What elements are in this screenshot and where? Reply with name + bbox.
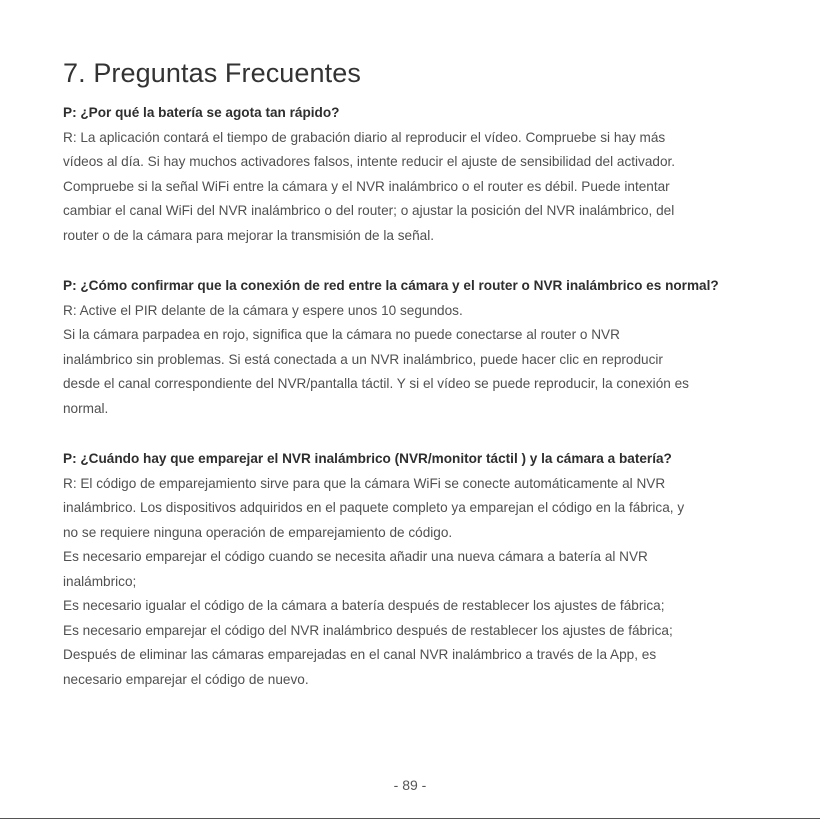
faq-item-battery-drain <box>63 101 768 248</box>
bottom-divider <box>0 818 820 819</box>
faq-answer-line: cambiar el canal WiFi del NVR inalámbrico o del router; o ajustar la posición del NVR inalámbrico, del <box>63 203 675 218</box>
faq-question: P: ¿Cuándo hay que emparejar el NVR inalámbrico (NVR/monitor táctil ) y la cámara a batería? <box>63 451 672 466</box>
faq-item-pairing <box>63 447 768 692</box>
faq-answer-line: Es necesario igualar el código de la cámara a batería después de restablecer los ajustes de fábrica; <box>63 598 665 613</box>
faq-answer-line: desde el canal correspondiente del NVR/pantalla táctil. Y si el vídeo se puede reproducir, la conexión es <box>63 376 689 391</box>
faq-answer-line: vídeos al día. Si hay muchos activadores falsos, intente reducir el ajuste de sensibilidad del activador. <box>63 154 676 169</box>
faq-answer-line: Después de eliminar las cámaras emparejadas en el canal NVR inalámbrico a través de la App, es <box>63 647 657 662</box>
section-title: 7. Preguntas Frecuentes <box>63 58 361 88</box>
faq-answer-line: R: El código de emparejamiento sirve para que la cámara WiFi se conecte automáticamente al NVR <box>63 475 666 491</box>
faq-answer-line: inalámbrico; <box>63 573 137 589</box>
faq-answer-line: Compruebe si la señal WiFi entre la cámara y el NVR inalámbrico o el router es débil. Puede intentar <box>63 178 670 194</box>
faq-answer-line: R: Active el PIR delante de la cámara y espere unos 10 segundos. <box>63 302 463 318</box>
faq-item-network-check <box>63 274 768 421</box>
faq-answer-line: inalámbrico. Los dispositivos adquiridos en el paquete completo ya emparejan el código en la fábrica, y <box>63 500 685 515</box>
faq-answer-line: Si la cámara parpadea en rojo, significa que la cámara no puede conectarse al router o NVR <box>63 327 620 342</box>
faq-answer-line: Es necesario emparejar el código cuando se necesita añadir una nueva cámara a batería al NVR <box>63 549 648 564</box>
page-number: - 89 - <box>393 777 427 793</box>
faq-answer-line: Es necesario emparejar el código del NVR inalámbrico después de restablecer los ajustes de fábrica; <box>63 622 673 638</box>
faq-answer-line: necesario emparejar el código de nuevo. <box>63 671 309 687</box>
faq-answer-line: R: La aplicación contará el tiempo de grabación diario al reproducir el vídeo. Compruebe si hay más <box>63 129 666 145</box>
faq-answer-line: normal. <box>63 400 109 416</box>
faq-question: P: ¿Cómo confirmar que la conexión de red entre la cámara y el router o NVR inalámbrico es normal? <box>63 278 719 293</box>
faq-answer-line: router o de la cámara para mejorar la transmisión de la señal. <box>63 227 434 243</box>
faq-answer-line: no se requiere ninguna operación de emparejamiento de código. <box>63 524 453 540</box>
faq-answer-line: inalámbrico sin problemas. Si está conectada a un NVR inalámbrico, puede hacer clic en reproducir <box>63 351 663 367</box>
faq-question: P: ¿Por qué la batería se agota tan rápido? <box>63 105 340 120</box>
